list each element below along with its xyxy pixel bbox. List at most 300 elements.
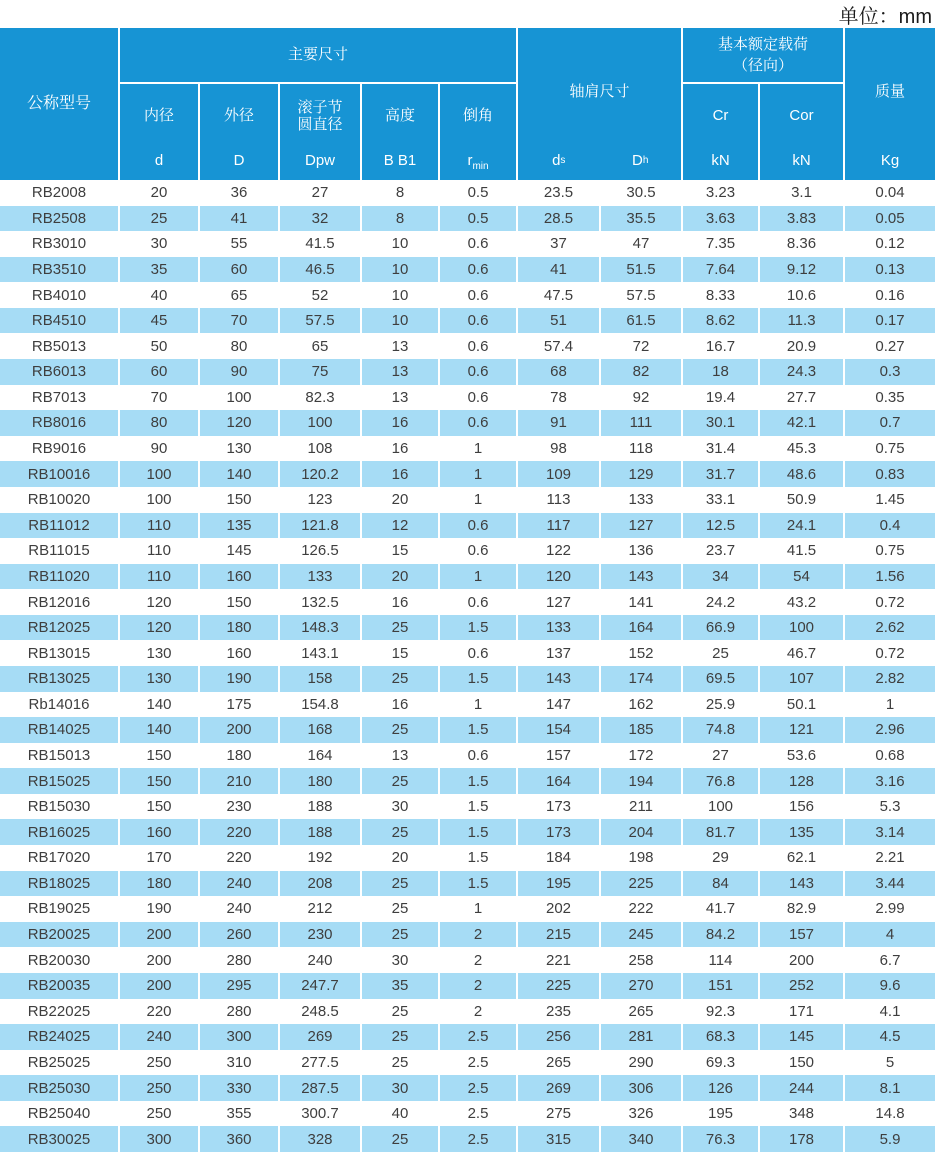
- header-mass: [845, 28, 935, 180]
- value-cell: 222: [601, 896, 681, 922]
- value-cell: 2.96: [845, 717, 935, 743]
- value-cell: 290: [601, 1050, 681, 1076]
- value-cell: 5: [845, 1050, 935, 1076]
- value-cell: 61.5: [601, 308, 681, 334]
- value-cell: 123: [280, 487, 360, 513]
- value-cell: 24.3: [760, 359, 843, 385]
- value-cell: 1.5: [440, 615, 516, 641]
- value-cell: 240: [200, 896, 278, 922]
- value-cell: 0.83: [845, 461, 935, 487]
- value-cell: 147: [518, 692, 599, 718]
- value-cell: 10: [362, 257, 438, 283]
- value-cell: 0.13: [845, 257, 935, 283]
- value-cell: 41.7: [683, 896, 758, 922]
- value-cell: 126: [683, 1075, 758, 1101]
- value-cell: 225: [601, 871, 681, 897]
- value-cell: 55: [200, 231, 278, 257]
- value-cell: 0.17: [845, 308, 935, 334]
- value-cell: 108: [280, 436, 360, 462]
- value-cell: 2.5: [440, 1075, 516, 1101]
- value-cell: 18: [683, 359, 758, 385]
- value-cell: 13: [362, 333, 438, 359]
- value-cell: 135: [760, 819, 843, 845]
- value-cell: 188: [280, 819, 360, 845]
- value-cell: 114: [683, 947, 758, 973]
- value-cell: 140: [120, 717, 198, 743]
- value-cell: 185: [601, 717, 681, 743]
- value-cell: 244: [760, 1075, 843, 1101]
- value-cell: 220: [200, 845, 278, 871]
- value-cell: 30: [362, 1075, 438, 1101]
- value-cell: 173: [518, 819, 599, 845]
- value-cell: 137: [518, 640, 599, 666]
- value-cell: 269: [280, 1024, 360, 1050]
- value-cell: 198: [601, 845, 681, 871]
- value-cell: 3.1: [760, 180, 843, 206]
- value-cell: 0.6: [440, 257, 516, 283]
- value-cell: 20: [362, 845, 438, 871]
- model-cell: RB25030: [0, 1075, 118, 1101]
- value-cell: 41: [200, 206, 278, 232]
- value-cell: 260: [200, 922, 278, 948]
- value-cell: 0.6: [440, 359, 516, 385]
- value-cell: 173: [518, 794, 599, 820]
- value-cell: 120.2: [280, 461, 360, 487]
- model-cell: RB3510: [0, 257, 118, 283]
- value-cell: 0.68: [845, 743, 935, 769]
- value-cell: 46.7: [760, 640, 843, 666]
- value-cell: 2: [440, 922, 516, 948]
- value-cell: 178: [760, 1126, 843, 1152]
- model-cell: RB12025: [0, 615, 118, 641]
- value-cell: 0.6: [440, 308, 516, 334]
- value-cell: 0.6: [440, 282, 516, 308]
- value-cell: 47: [601, 231, 681, 257]
- value-cell: 43.2: [760, 589, 843, 615]
- header-col-cor: [760, 84, 843, 180]
- value-cell: 10: [362, 231, 438, 257]
- value-cell: 25: [120, 206, 198, 232]
- value-cell: 2.21: [845, 845, 935, 871]
- value-cell: 269: [518, 1075, 599, 1101]
- value-cell: 306: [601, 1075, 681, 1101]
- value-cell: 91: [518, 410, 599, 436]
- model-cell: RB20025: [0, 922, 118, 948]
- header-col-symbol-Cr: Cr: [712, 107, 729, 125]
- value-cell: 24.2: [683, 589, 758, 615]
- model-cell: RB11020: [0, 564, 118, 590]
- value-cell: 0.6: [440, 333, 516, 359]
- value-cell: 0.7: [845, 410, 935, 436]
- value-cell: 16: [362, 436, 438, 462]
- value-cell: 80: [120, 410, 198, 436]
- value-cell: 8.62: [683, 308, 758, 334]
- value-cell: 310: [200, 1050, 278, 1076]
- value-cell: 143: [518, 666, 599, 692]
- value-cell: 90: [120, 436, 198, 462]
- value-cell: 0.6: [440, 743, 516, 769]
- value-cell: 192: [280, 845, 360, 871]
- value-cell: 180: [200, 743, 278, 769]
- header-shoulder-dimensions: [518, 28, 681, 180]
- value-cell: 40: [120, 282, 198, 308]
- value-cell: 76.3: [683, 1126, 758, 1152]
- value-cell: 180: [120, 871, 198, 897]
- value-cell: 110: [120, 538, 198, 564]
- value-cell: 157: [518, 743, 599, 769]
- value-cell: 195: [683, 1101, 758, 1127]
- value-cell: 54: [760, 564, 843, 590]
- value-cell: 57.5: [601, 282, 681, 308]
- model-cell: RB14025: [0, 717, 118, 743]
- value-cell: 10: [362, 282, 438, 308]
- model-cell: RB22025: [0, 999, 118, 1025]
- value-cell: 35: [362, 973, 438, 999]
- model-cell: RB2008: [0, 180, 118, 206]
- value-cell: 31.4: [683, 436, 758, 462]
- value-cell: 23.5: [518, 180, 599, 206]
- value-cell: 8: [362, 180, 438, 206]
- value-cell: 23.7: [683, 538, 758, 564]
- value-cell: 120: [120, 615, 198, 641]
- value-cell: 130: [120, 640, 198, 666]
- value-cell: 5.3: [845, 794, 935, 820]
- unit-label: 单位：mm: [838, 5, 932, 28]
- value-cell: 15: [362, 640, 438, 666]
- value-cell: 129: [601, 461, 681, 487]
- value-cell: 41: [518, 257, 599, 283]
- value-cell: 133: [601, 487, 681, 513]
- value-cell: 330: [200, 1075, 278, 1101]
- value-cell: 328: [280, 1126, 360, 1152]
- value-cell: 27.7: [760, 385, 843, 411]
- value-cell: 2.5: [440, 1024, 516, 1050]
- value-cell: 25: [362, 717, 438, 743]
- value-cell: 1.5: [440, 666, 516, 692]
- value-cell: 50: [120, 333, 198, 359]
- value-cell: 30: [362, 794, 438, 820]
- header-mass-unit: Kg: [880, 152, 900, 169]
- value-cell: 25.9: [683, 692, 758, 718]
- value-cell: 100: [683, 794, 758, 820]
- value-cell: 30: [120, 231, 198, 257]
- value-cell: 135: [200, 513, 278, 539]
- value-cell: 5.9: [845, 1126, 935, 1152]
- value-cell: 4.1: [845, 999, 935, 1025]
- value-cell: 68: [518, 359, 599, 385]
- value-cell: 60: [120, 359, 198, 385]
- value-cell: 250: [120, 1050, 198, 1076]
- model-cell: RB16025: [0, 819, 118, 845]
- value-cell: 3.44: [845, 871, 935, 897]
- value-cell: 0.27: [845, 333, 935, 359]
- value-cell: 25: [362, 896, 438, 922]
- value-cell: 157: [760, 922, 843, 948]
- value-cell: 82.9: [760, 896, 843, 922]
- value-cell: 53.6: [760, 743, 843, 769]
- value-cell: 180: [200, 615, 278, 641]
- value-cell: 221: [518, 947, 599, 973]
- value-cell: 0.05: [845, 206, 935, 232]
- value-cell: 34: [683, 564, 758, 590]
- header-col-symbol-d: d: [154, 152, 164, 169]
- value-cell: 13: [362, 743, 438, 769]
- value-cell: 50.9: [760, 487, 843, 513]
- value-cell: 230: [280, 922, 360, 948]
- value-cell: 194: [601, 768, 681, 794]
- value-cell: 151: [683, 973, 758, 999]
- value-cell: 25: [362, 615, 438, 641]
- value-cell: 250: [120, 1075, 198, 1101]
- value-cell: 20: [362, 487, 438, 513]
- value-cell: 280: [200, 947, 278, 973]
- value-cell: 355: [200, 1101, 278, 1127]
- value-cell: 133: [280, 564, 360, 590]
- value-cell: 47.5: [518, 282, 599, 308]
- value-cell: 220: [120, 999, 198, 1025]
- model-cell: RB20035: [0, 973, 118, 999]
- model-cell: RB15025: [0, 768, 118, 794]
- header-col-symbol-Cor: Cor: [789, 107, 814, 125]
- value-cell: 117: [518, 513, 599, 539]
- value-cell: 121: [760, 717, 843, 743]
- value-cell: 25: [362, 999, 438, 1025]
- value-cell: 150: [120, 794, 198, 820]
- value-cell: 25: [683, 640, 758, 666]
- header-col-symbol-rmin: $r_{min}$: [467, 152, 489, 172]
- value-cell: 84.2: [683, 922, 758, 948]
- value-cell: 150: [120, 743, 198, 769]
- value-cell: 35: [120, 257, 198, 283]
- value-cell: 212: [280, 896, 360, 922]
- value-cell: 121.8: [280, 513, 360, 539]
- value-cell: 1: [440, 692, 516, 718]
- value-cell: 120: [518, 564, 599, 590]
- value-cell: 208: [280, 871, 360, 897]
- value-cell: 0.16: [845, 282, 935, 308]
- model-cell: RB2508: [0, 206, 118, 232]
- value-cell: 248.5: [280, 999, 360, 1025]
- value-cell: 175: [200, 692, 278, 718]
- value-cell: 100: [120, 461, 198, 487]
- model-cell: RB9016: [0, 436, 118, 462]
- value-cell: 168: [280, 717, 360, 743]
- value-cell: 215: [518, 922, 599, 948]
- value-cell: 164: [280, 743, 360, 769]
- model-cell: RB10020: [0, 487, 118, 513]
- value-cell: 235: [518, 999, 599, 1025]
- value-cell: 30.5: [601, 180, 681, 206]
- value-cell: 270: [601, 973, 681, 999]
- header-col-height: [362, 84, 438, 180]
- value-cell: 360: [200, 1126, 278, 1152]
- value-cell: 92: [601, 385, 681, 411]
- value-cell: 32: [280, 206, 360, 232]
- value-cell: 171: [760, 999, 843, 1025]
- value-cell: 82: [601, 359, 681, 385]
- value-cell: 118: [601, 436, 681, 462]
- value-cell: 0.6: [440, 589, 516, 615]
- header-col-name: 内径: [143, 107, 174, 125]
- value-cell: 57.4: [518, 333, 599, 359]
- value-cell: 1.5: [440, 845, 516, 871]
- model-cell: RB25040: [0, 1101, 118, 1127]
- header-model: 公称型号: [0, 28, 118, 180]
- value-cell: 1.5: [440, 819, 516, 845]
- value-cell: 1.45: [845, 487, 935, 513]
- value-cell: 1: [440, 461, 516, 487]
- value-cell: 240: [120, 1024, 198, 1050]
- value-cell: 25: [362, 1126, 438, 1152]
- value-cell: 9.12: [760, 257, 843, 283]
- value-cell: 65: [280, 333, 360, 359]
- value-cell: 110: [120, 564, 198, 590]
- model-cell: RB10016: [0, 461, 118, 487]
- model-cell: RB15013: [0, 743, 118, 769]
- value-cell: 2: [440, 973, 516, 999]
- model-cell: RB3010: [0, 231, 118, 257]
- header-col-name: 外径: [223, 107, 254, 125]
- value-cell: 51: [518, 308, 599, 334]
- value-cell: 180: [280, 768, 360, 794]
- value-cell: 72: [601, 333, 681, 359]
- value-cell: 0.12: [845, 231, 935, 257]
- value-cell: 0.72: [845, 589, 935, 615]
- value-cell: 68.3: [683, 1024, 758, 1050]
- header-col-symbol-Dpw: Dpw: [304, 152, 335, 169]
- value-cell: 57.5: [280, 308, 360, 334]
- model-cell: RB20030: [0, 947, 118, 973]
- value-cell: 188: [280, 794, 360, 820]
- value-cell: 0.6: [440, 513, 516, 539]
- value-cell: 8.36: [760, 231, 843, 257]
- value-cell: 60: [200, 257, 278, 283]
- value-cell: 348: [760, 1101, 843, 1127]
- value-cell: 240: [200, 871, 278, 897]
- value-cell: 256: [518, 1024, 599, 1050]
- value-cell: 3.63: [683, 206, 758, 232]
- value-cell: 1.5: [440, 717, 516, 743]
- value-cell: 62.1: [760, 845, 843, 871]
- header-col-cr: [683, 84, 758, 180]
- value-cell: 0.6: [440, 640, 516, 666]
- value-cell: 2.5: [440, 1101, 516, 1127]
- value-cell: 0.35: [845, 385, 935, 411]
- value-cell: 150: [200, 487, 278, 513]
- value-cell: 287.5: [280, 1075, 360, 1101]
- value-cell: 1: [440, 487, 516, 513]
- value-cell: 16: [362, 410, 438, 436]
- value-cell: 12.5: [683, 513, 758, 539]
- value-cell: 133: [518, 615, 599, 641]
- value-cell: 37: [518, 231, 599, 257]
- value-cell: 8.1: [845, 1075, 935, 1101]
- model-cell: Rb14016: [0, 692, 118, 718]
- value-cell: 0.04: [845, 180, 935, 206]
- value-cell: 250: [120, 1101, 198, 1127]
- value-cell: 265: [518, 1050, 599, 1076]
- value-cell: 160: [120, 819, 198, 845]
- header-basic-load: [683, 28, 843, 82]
- model-cell: RB8016: [0, 410, 118, 436]
- value-cell: 100: [760, 615, 843, 641]
- header-col-symbol-D: D: [233, 152, 245, 169]
- value-cell: 41.5: [760, 538, 843, 564]
- value-cell: 154.8: [280, 692, 360, 718]
- value-cell: 0.5: [440, 206, 516, 232]
- value-cell: 245: [601, 922, 681, 948]
- value-cell: 75: [280, 359, 360, 385]
- value-cell: 25: [362, 871, 438, 897]
- value-cell: 156: [760, 794, 843, 820]
- value-cell: 127: [518, 589, 599, 615]
- table-body: [0, 180, 935, 1152]
- value-cell: 200: [760, 947, 843, 973]
- value-cell: 98: [518, 436, 599, 462]
- value-cell: 52: [280, 282, 360, 308]
- value-cell: 69.5: [683, 666, 758, 692]
- value-cell: 0.6: [440, 385, 516, 411]
- value-cell: 132.5: [280, 589, 360, 615]
- value-cell: 35.5: [601, 206, 681, 232]
- value-cell: 128: [760, 768, 843, 794]
- value-cell: 10.6: [760, 282, 843, 308]
- value-cell: 7.64: [683, 257, 758, 283]
- value-cell: 204: [601, 819, 681, 845]
- value-cell: 162: [601, 692, 681, 718]
- value-cell: 20.9: [760, 333, 843, 359]
- model-cell: RB24025: [0, 1024, 118, 1050]
- header-main-dimensions: 主要尺寸: [120, 28, 516, 82]
- value-cell: 211: [601, 794, 681, 820]
- model-cell: RB4010: [0, 282, 118, 308]
- value-cell: 16: [362, 692, 438, 718]
- value-cell: 111: [601, 410, 681, 436]
- value-cell: 50.1: [760, 692, 843, 718]
- model-cell: RB11015: [0, 538, 118, 564]
- value-cell: 2.5: [440, 1050, 516, 1076]
- value-cell: 158: [280, 666, 360, 692]
- value-cell: 120: [200, 410, 278, 436]
- model-cell: RB19025: [0, 896, 118, 922]
- model-cell: RB15030: [0, 794, 118, 820]
- value-cell: 140: [120, 692, 198, 718]
- value-cell: 100: [200, 385, 278, 411]
- value-cell: 258: [601, 947, 681, 973]
- value-cell: 130: [200, 436, 278, 462]
- value-cell: 240: [280, 947, 360, 973]
- value-cell: 29: [683, 845, 758, 871]
- value-cell: 27: [683, 743, 758, 769]
- value-cell: 148.3: [280, 615, 360, 641]
- value-cell: 100: [120, 487, 198, 513]
- value-cell: 0.3: [845, 359, 935, 385]
- value-cell: 225: [518, 973, 599, 999]
- value-cell: 13: [362, 359, 438, 385]
- value-cell: 200: [120, 947, 198, 973]
- model-cell: RB5013: [0, 333, 118, 359]
- value-cell: 172: [601, 743, 681, 769]
- value-cell: 315: [518, 1126, 599, 1152]
- value-cell: 126.5: [280, 538, 360, 564]
- value-cell: 65: [200, 282, 278, 308]
- value-cell: 210: [200, 768, 278, 794]
- value-cell: 30: [362, 947, 438, 973]
- value-cell: 90: [200, 359, 278, 385]
- header-col-roller-pitch-diameter: [280, 84, 360, 180]
- value-cell: 3.16: [845, 768, 935, 794]
- value-cell: 1.5: [440, 768, 516, 794]
